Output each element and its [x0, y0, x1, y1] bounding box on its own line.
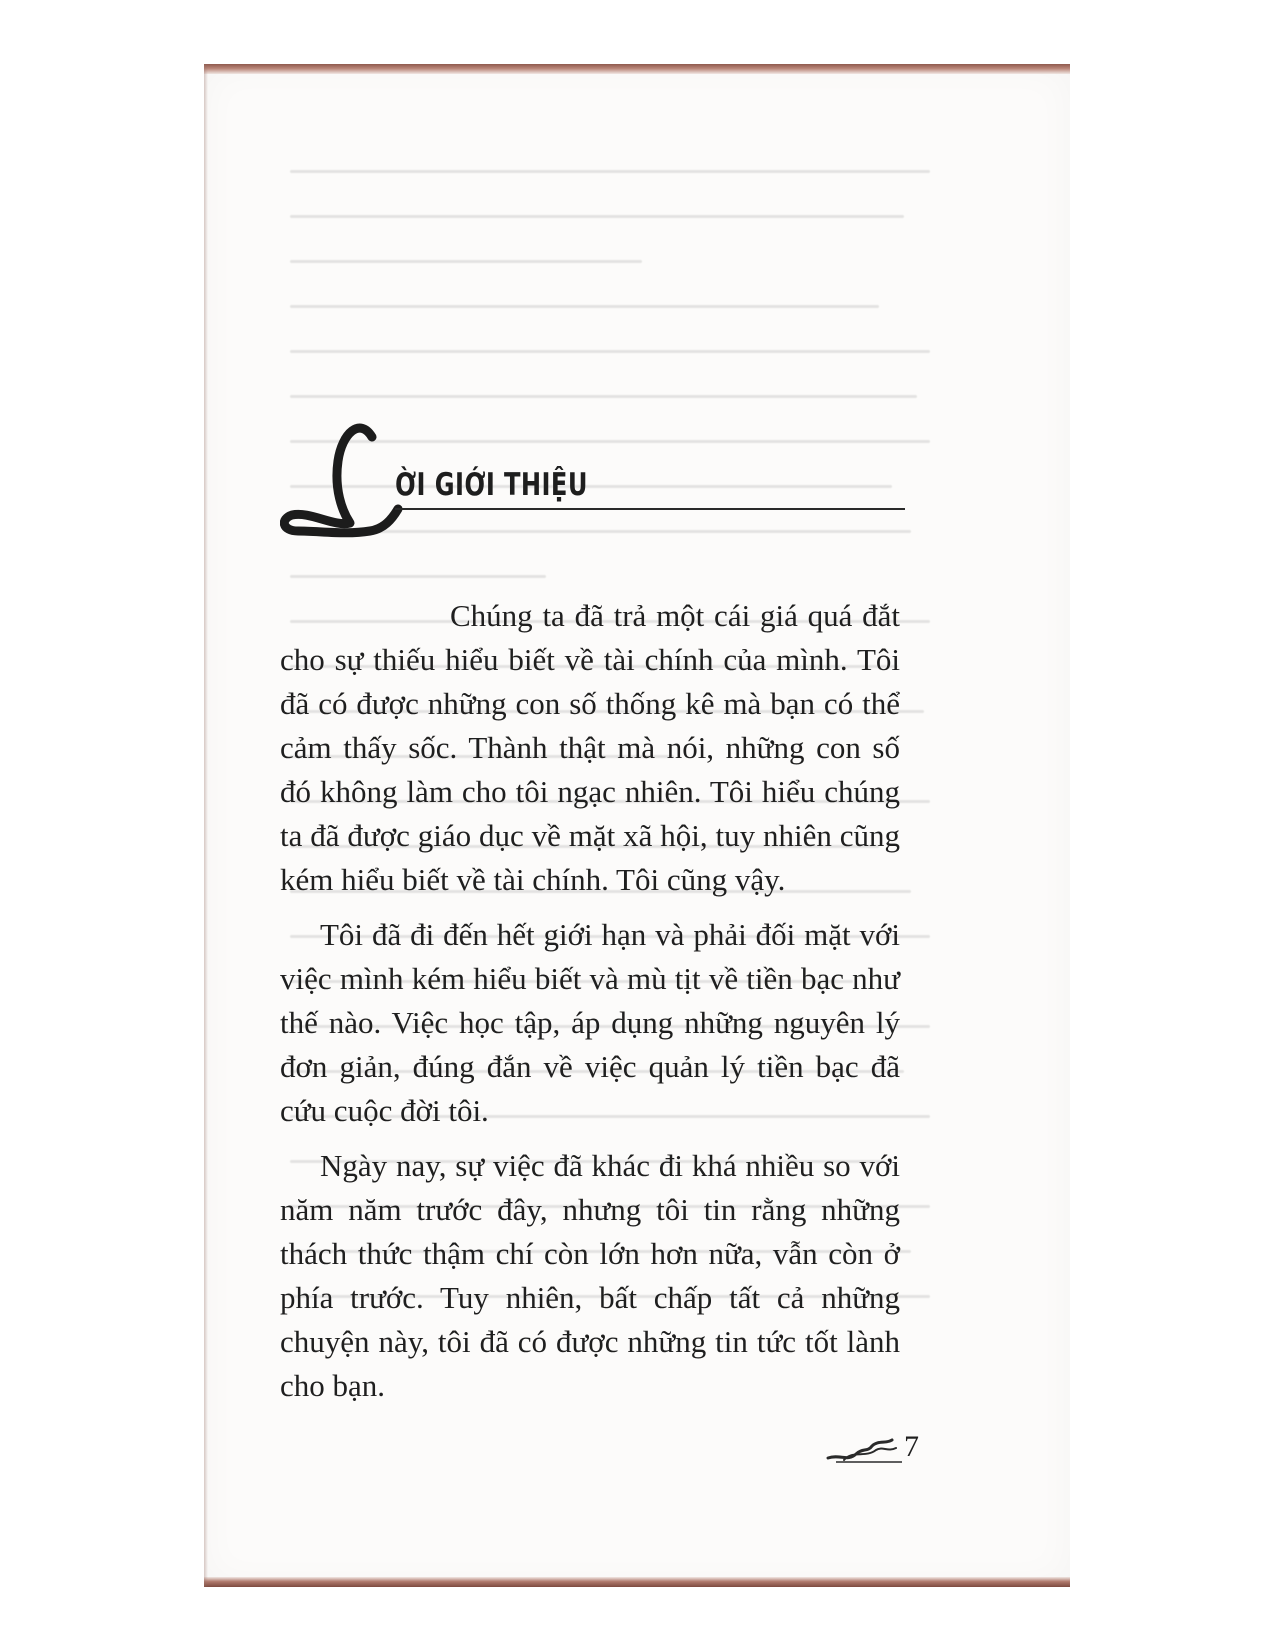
page-edge-bottom	[204, 1577, 1070, 1587]
page-edge-top	[204, 64, 1070, 74]
page-edge-left	[204, 64, 208, 1587]
folio-ornament-icon	[826, 1432, 904, 1468]
paragraph-3: Ngày nay, sự việc đã khác đi khá nhiều so với năm năm trước đây, nhưng tôi tin rằng những thách thức thậm chí còn lớn hơn nữa, vẫn còn ở phía trước. Tuy nhiên, bất chấp tất cả những chuyện này, tôi đã có được những tin tức tốt lành cho bạn.	[280, 1148, 900, 1403]
paragraph-2: Tôi đã đi đến hết giới hạn và phải đối mặt với việc mình kém hiểu biết và mù tịt về tiền bạc như thế nào. Việc học tập, áp dụng những nguyên lý đơn giản, đúng đắn về việc quản lý tiền bạc đã cứu cuộc đời tôi.	[280, 917, 900, 1128]
page-folio	[826, 1432, 936, 1468]
heading-rule	[395, 508, 905, 510]
chapter-heading	[280, 415, 920, 565]
page-number: 7	[904, 1430, 919, 1463]
chapter-title: ỜI GIỚI THIỆU	[395, 467, 588, 503]
drop-cap-L	[280, 415, 410, 565]
body-text	[280, 594, 900, 1419]
paragraph-1: Chúng ta đã trả một cái giá quá đắt cho sự thiếu hiểu biết về tài chính của mình. Tôi đã có được những con số thống kê mà bạn có thể cảm thấy sốc. Thành thật mà nói, những con số đó không làm cho tôi ngạc nhiên. Tôi hiểu chúng ta đã được giáo dục về mặt xã hội, tuy nhiên cũng kém hiểu biết về tài chính. Tôi cũng vậy.	[280, 598, 900, 897]
